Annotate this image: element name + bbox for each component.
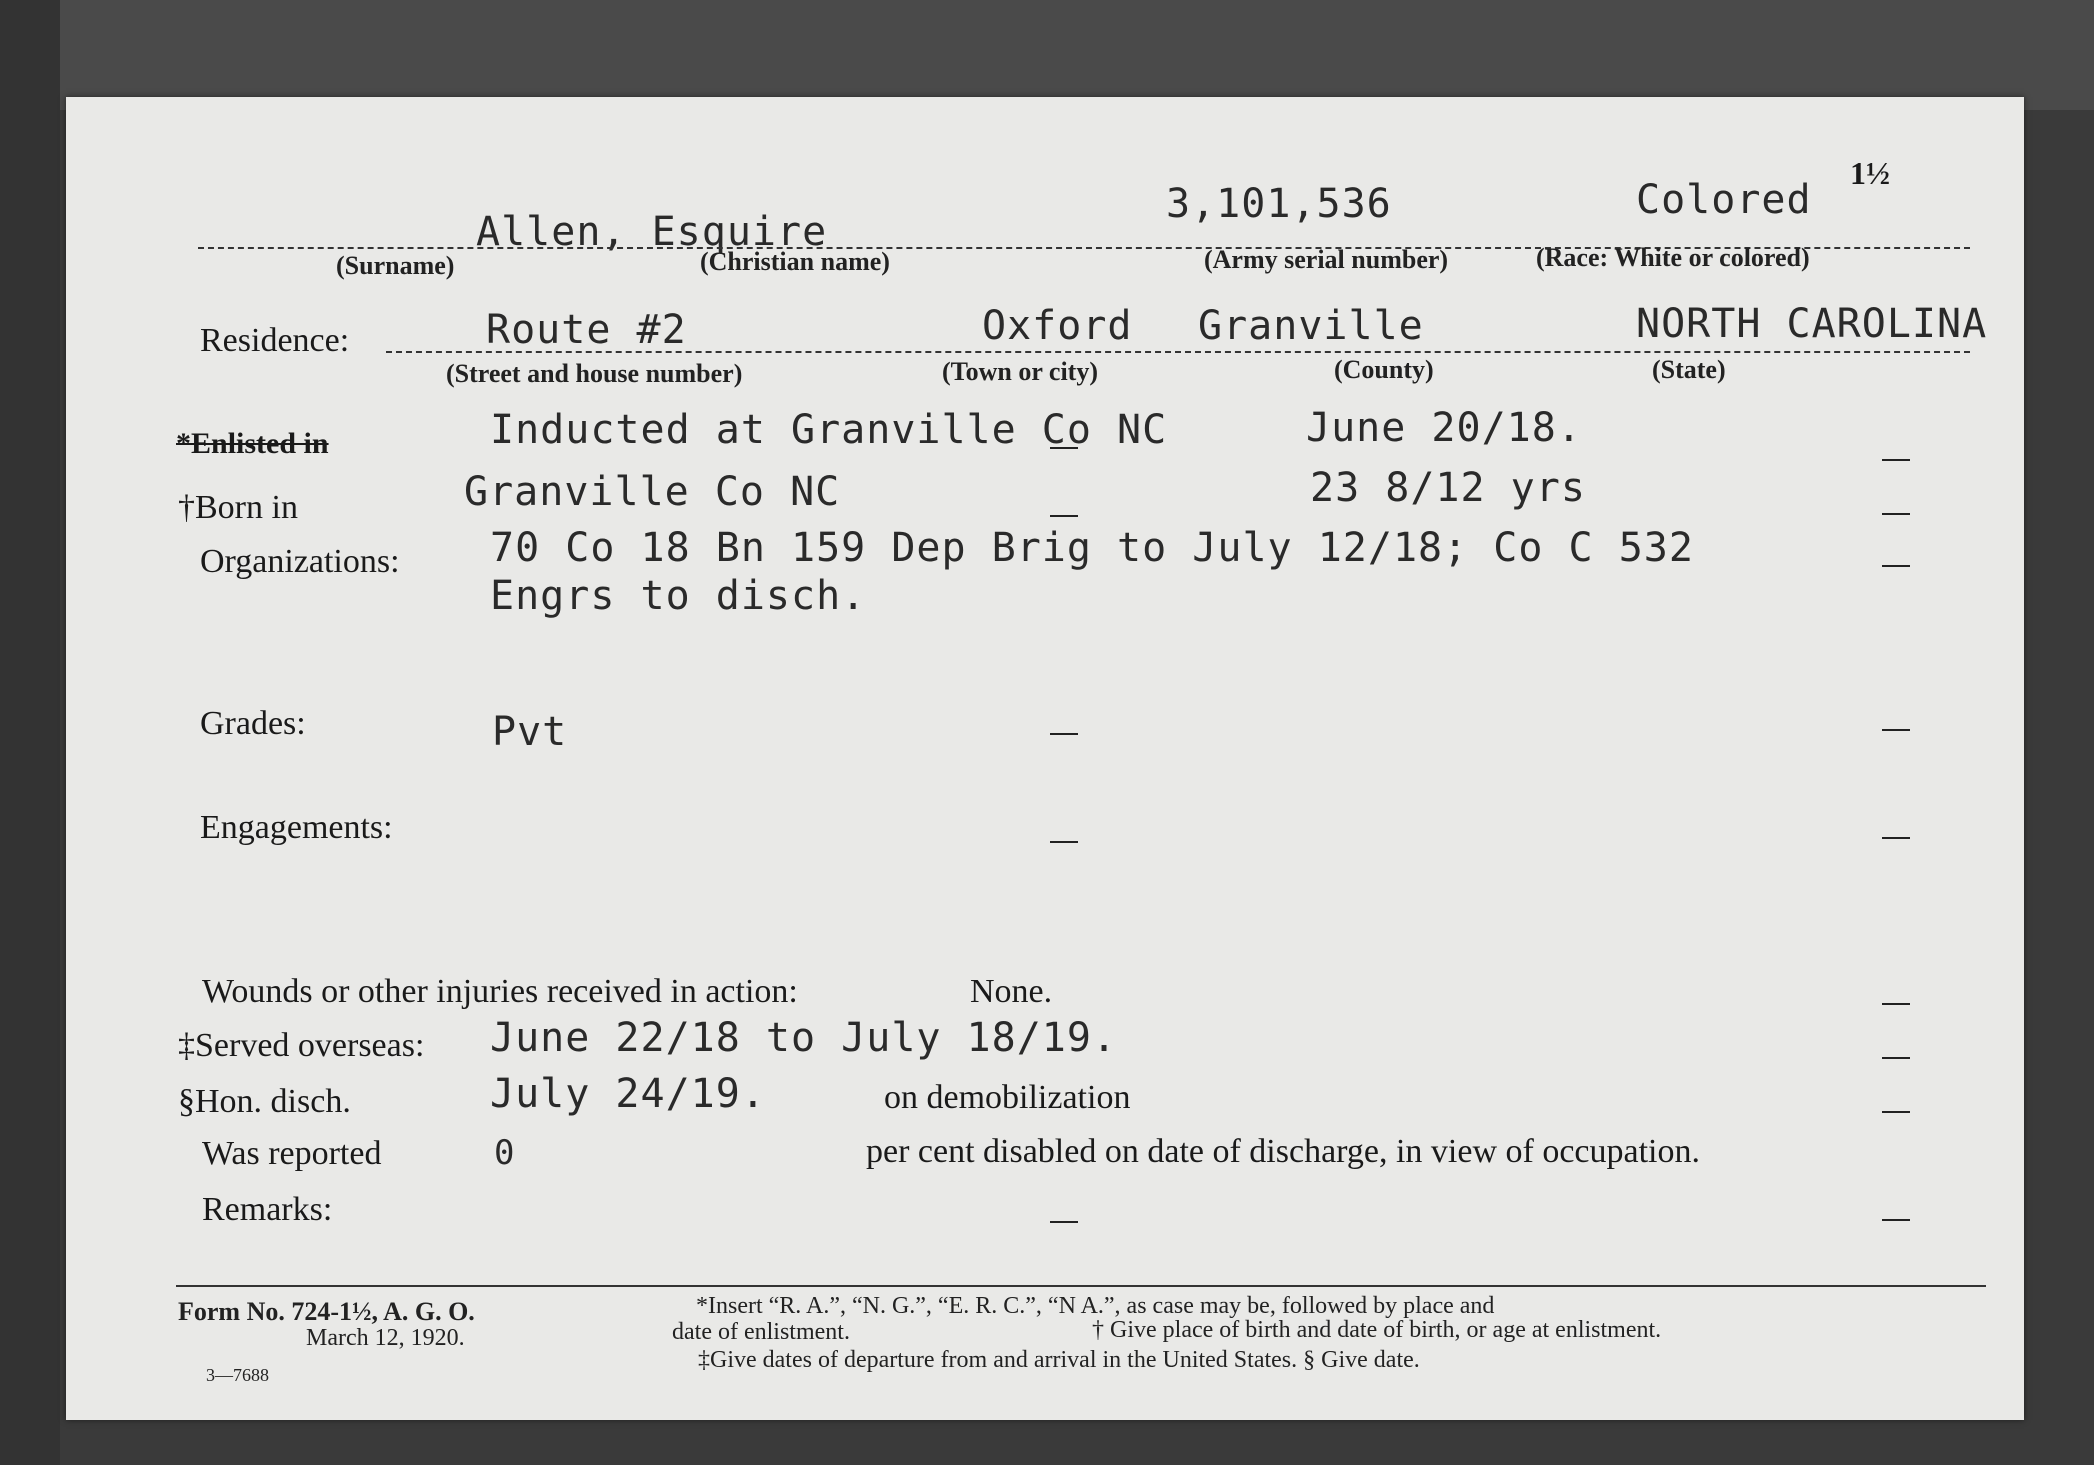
street-caption: (Street and house number)	[446, 359, 743, 388]
organizations-line-2: Engrs to disch.	[490, 573, 867, 619]
service-record-card	[66, 97, 2024, 1420]
overseas-label: ‡Served overseas:	[178, 1027, 425, 1064]
born-value: Granville Co NC	[464, 469, 841, 515]
remarks-dash-mid	[1050, 1221, 1078, 1223]
enlisted-date: June 20/18.	[1306, 405, 1582, 451]
residence-county-value: Granville	[1198, 303, 1424, 349]
grades-label: Grades:	[200, 705, 306, 742]
residence-label: Residence:	[200, 322, 350, 359]
reported-value: 0	[494, 1133, 516, 1173]
organizations-dash-right	[1882, 565, 1910, 567]
footer-rule	[176, 1285, 1986, 1287]
grades-dash-mid	[1050, 733, 1078, 735]
grades-value: Pvt	[492, 709, 568, 755]
discharge-value: July 24/19.	[490, 1071, 766, 1117]
enlisted-dash-right	[1882, 459, 1910, 461]
discharge-label: §Hon. disch.	[178, 1083, 351, 1120]
county-caption: (County)	[1334, 355, 1434, 384]
discharge-dash-right	[1882, 1111, 1910, 1113]
grades-dash-right	[1882, 729, 1910, 731]
scan-background-top	[0, 0, 2094, 110]
state-caption: (State)	[1652, 355, 1726, 384]
town-caption: (Town or city)	[942, 357, 1098, 386]
discharge-suffix: on demobilization	[884, 1079, 1131, 1116]
card-fraction: 1½	[1850, 155, 1890, 191]
residence-town-value: Oxford	[982, 303, 1133, 349]
born-age: 23 8/12 yrs	[1310, 465, 1586, 511]
enlisted-label: *Enlisted in	[176, 427, 329, 460]
engagements-dash-right	[1882, 837, 1910, 839]
residence-state-value: NORTH CAROLINA	[1636, 301, 1988, 347]
form-number: Form No. 724-1½, A. G. O.	[178, 1297, 475, 1326]
footnote-overseas: ‡Give dates of departure from and arrival in the United States. § Give date.	[698, 1347, 1420, 1373]
footnote-enlisted: *Insert “R. A.”, “N. G.”, “E. R. C.”, “N A.”, as case may be, followed by place and	[696, 1293, 1495, 1319]
organizations-label: Organizations:	[200, 543, 400, 580]
enlisted-dash-mid	[1050, 447, 1078, 449]
race-caption: (Race: White or colored)	[1536, 243, 1810, 272]
born-dash-right	[1882, 513, 1910, 515]
overseas-value: June 22/18 to July 18/19.	[490, 1015, 1118, 1061]
reported-label: Was reported	[202, 1135, 382, 1172]
overseas-dash-right	[1882, 1057, 1910, 1059]
print-code: 3—7688	[206, 1365, 269, 1385]
wounds-value: None.	[970, 973, 1053, 1010]
footnote-enlisted-cont: date of enlistment.	[672, 1319, 850, 1345]
form-date: March 12, 1920.	[306, 1325, 465, 1351]
serial-caption: (Army serial number)	[1204, 245, 1449, 274]
residence-dotted-line	[386, 351, 1970, 353]
name-value: Allen, Esquire	[476, 209, 828, 255]
remarks-dash-right	[1882, 1219, 1910, 1221]
engagements-dash-mid	[1050, 841, 1078, 843]
wounds-label: Wounds or other injuries received in action:	[202, 973, 798, 1010]
reported-suffix: per cent disabled on date of discharge, in view of occupation.	[866, 1133, 1700, 1170]
race-value: Colored	[1636, 177, 1812, 223]
footnote-birth: † Give place of birth and date of birth, or age at enlistment.	[1092, 1317, 1662, 1343]
enlisted-value: Inducted at Granville Co NC	[490, 407, 1168, 453]
remarks-label: Remarks:	[202, 1191, 333, 1228]
christian-name-caption: (Christian name)	[700, 247, 890, 276]
organizations-line-1: 70 Co 18 Bn 159 Dep Brig to July 12/18; Co C 532	[490, 525, 1694, 571]
surname-caption: (Surname)	[336, 251, 455, 280]
residence-street-value: Route #2	[486, 307, 687, 353]
born-label: †Born in	[178, 489, 298, 526]
scan-background-left	[0, 0, 60, 1465]
born-dash-mid	[1050, 515, 1078, 517]
wounds-dash-right	[1882, 1003, 1910, 1005]
engagements-label: Engagements:	[200, 809, 393, 846]
serial-number-value: 3,101,536	[1166, 181, 1392, 227]
